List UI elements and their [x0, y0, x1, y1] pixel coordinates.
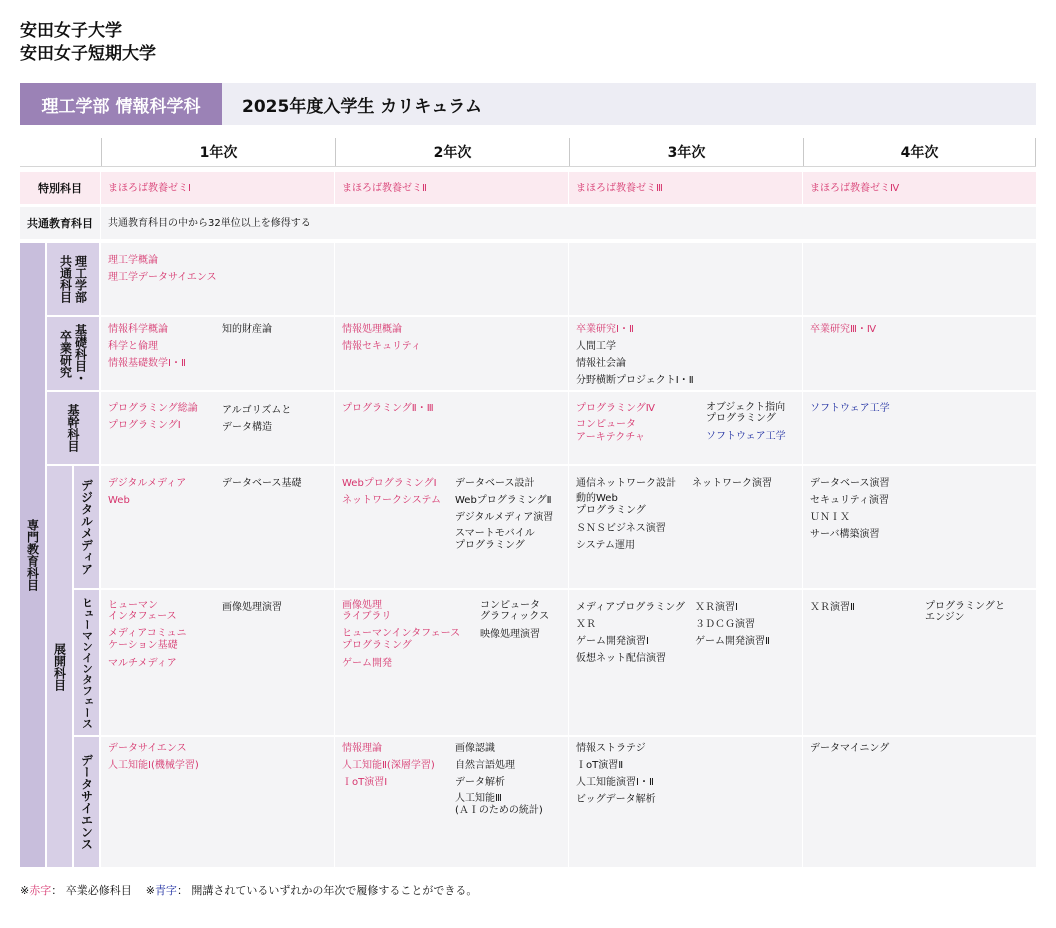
- course-item: データベース演習: [810, 478, 890, 489]
- course-item: 通信ネットワーク設計: [576, 478, 676, 489]
- university-name: 安田女子大学: [20, 21, 122, 41]
- course-item: ＸＲ演習Ⅱ: [810, 602, 855, 613]
- course-item: 動的Web プログラミング: [576, 493, 646, 516]
- dm-cell-y2: [335, 466, 568, 588]
- faculty-common-label: 共通科目: [58, 255, 73, 303]
- course-item: 人工知能Ⅱ(深層学習): [342, 760, 435, 771]
- co-cell-y4: [803, 392, 1036, 464]
- fc-cell-y1: [101, 243, 334, 315]
- hi-cell-y3: [569, 590, 802, 735]
- row-label-basic: [47, 317, 99, 390]
- ds-cell-y3: [569, 737, 802, 867]
- course-item: システム運用: [576, 540, 635, 551]
- bs-cell-y3: [569, 317, 802, 390]
- legend-red-desc: ： 卒業必修科目: [51, 884, 132, 897]
- course-item: プログラミングⅠ: [108, 420, 181, 431]
- course-item: 情報処理概論: [342, 324, 402, 335]
- course-item: データベース設計: [455, 478, 535, 489]
- university-names: [20, 20, 156, 66]
- hi-cell-y4: [803, 590, 1036, 735]
- graduation-label: 卒業研究: [58, 329, 73, 378]
- legend-mark: ※: [20, 884, 30, 897]
- course-item: データ解析: [455, 777, 505, 788]
- course-item: デジタルメディア演習: [455, 512, 554, 523]
- co-cell-y1: [101, 392, 334, 464]
- course-item: 分野横断プロジェクトⅠ・Ⅱ: [576, 375, 694, 386]
- legend-blue-word: 青字: [154, 884, 177, 897]
- co-cell-y2: [335, 392, 568, 464]
- course-item: 人工知能Ⅲ (ＡＩのための統計): [455, 793, 543, 816]
- fc-cell-y4: [803, 243, 1036, 315]
- row-label-faculty-common: [47, 243, 99, 315]
- course-item: まほろば教養ゼミⅡ: [342, 183, 427, 194]
- bs-cell-y1: [101, 317, 334, 390]
- course-item: 情報理論: [342, 743, 382, 754]
- course-item: アルゴリズムと データ構造: [222, 405, 292, 433]
- course-item: 人工知能Ⅰ(機械学習): [108, 760, 199, 771]
- course-item: Web: [108, 495, 130, 506]
- row-label-common: 共通教育科目: [20, 207, 100, 239]
- row-label-digital-media: デジタルメディア: [74, 466, 99, 588]
- row-label-core: 基幹科目: [47, 392, 99, 464]
- legend-red-word: 赤字: [29, 884, 52, 897]
- year-header-3: 3年次: [569, 138, 803, 166]
- bs-cell-y4: [803, 317, 1036, 390]
- course-item: 科学と倫理: [108, 341, 158, 352]
- row-label-development: 展開科目: [47, 466, 72, 867]
- course-item: ヒューマン インタフェース: [108, 600, 177, 622]
- course-item: まほろば教養ゼミⅢ: [576, 183, 663, 194]
- co-cell-y3: [569, 392, 802, 464]
- course-item: ゲーム開発演習Ⅱ: [695, 636, 770, 647]
- course-item: プログラミングと エンジン: [925, 601, 1005, 623]
- course-item: 知的財産論: [222, 324, 272, 335]
- course-item: まほろば教養ゼミⅣ: [810, 183, 900, 194]
- course-item: スマートモバイル プログラミング: [455, 528, 535, 551]
- course-item: マルチメディア: [108, 658, 177, 669]
- ds-cell-y4: [803, 737, 1036, 867]
- special-cell-y4: [803, 172, 1036, 204]
- dm-cell-y1: [101, 466, 334, 588]
- course-item: コンピュータ アーキテクチャ: [576, 419, 645, 443]
- course-item: データサイエンス: [108, 743, 187, 754]
- course-item: ＩoT演習Ⅰ: [342, 777, 388, 788]
- course-item: ＩoT演習Ⅱ: [576, 760, 624, 771]
- faculty-label: 理工学部: [73, 255, 88, 303]
- course-item: 情報社会論: [576, 358, 626, 369]
- legend-blue-desc: ： 開講されているいずれかの年次で履修することができる。: [176, 884, 478, 897]
- dm-cell-y3: [569, 466, 802, 588]
- common-requirement: 共通教育科目の中から32単位以上を修得する: [108, 218, 311, 229]
- course-item: ソフトウェア工学: [810, 403, 890, 414]
- row-label-special: 特別科目: [20, 172, 100, 204]
- curriculum-title: 2025年度入学生 カリキュラム: [242, 96, 483, 117]
- course-item: ＸＲ: [576, 619, 596, 630]
- course-item: プログラミング総論: [108, 403, 198, 414]
- course-item: ゲーム開発: [342, 658, 392, 669]
- course-item: データベース基礎: [222, 478, 302, 489]
- course-item: プログラミングⅣ: [576, 403, 656, 414]
- course-item: メディアコミュニ ケーション基礎: [108, 628, 187, 651]
- row-label-human-interface: ヒューマンインタフェース: [74, 590, 99, 735]
- course-item: セキュリティ演習: [810, 495, 889, 506]
- department-label: 理工学部 情報科学科: [20, 83, 222, 125]
- course-item: 理工学データサイエンス: [108, 272, 217, 283]
- row-label-major: 専門教育科目: [20, 243, 45, 867]
- row-label-data-science: データサイエンス: [74, 737, 99, 867]
- course-item: ソフトウェア工学: [706, 431, 786, 442]
- special-cell-y2: [335, 172, 568, 204]
- legend: [20, 882, 477, 898]
- ds-cell-y1: [101, 737, 334, 867]
- fc-cell-y3: [569, 243, 802, 315]
- course-item: 卒業研究Ⅲ・Ⅳ: [810, 324, 877, 335]
- year-header-2: 2年次: [335, 138, 569, 166]
- course-item: データマイニング: [810, 743, 890, 754]
- special-cell-y3: [569, 172, 802, 204]
- course-item: メディアプログラミング: [576, 602, 685, 613]
- special-cell-y1: [101, 172, 334, 204]
- course-item: 卒業研究Ⅰ・Ⅱ: [576, 324, 634, 335]
- course-item: 理工学概論: [108, 255, 158, 266]
- course-item: 情報科学概論: [108, 324, 168, 335]
- dm-cell-y4: [803, 466, 1036, 588]
- course-item: 情報基礎数学Ⅰ・Ⅱ: [108, 358, 186, 369]
- course-item: オブジェクト指向 プログラミング: [706, 402, 786, 424]
- hi-cell-y1: [101, 590, 334, 735]
- course-item: ＸＲ演習Ⅰ: [695, 602, 738, 613]
- bs-cell-y2: [335, 317, 568, 390]
- course-item: 映像処理演習: [480, 629, 540, 640]
- course-item: 情報ストラテジ: [576, 743, 646, 754]
- course-item: WebプログラミングⅡ: [455, 495, 552, 506]
- course-item: サーバ構築演習: [810, 529, 880, 540]
- course-item: 画像処理演習: [222, 602, 282, 613]
- course-item: ゲーム開発演習Ⅰ: [576, 636, 649, 647]
- fc-cell-y2: [335, 243, 568, 315]
- year-header-4: 4年次: [803, 138, 1036, 166]
- year-header-1: 1年次: [101, 138, 335, 166]
- course-item: 画像処理 ライブラリ: [342, 600, 392, 622]
- course-item: WebプログラミングⅠ: [342, 478, 437, 489]
- course-item: 自然言語処理: [455, 760, 515, 771]
- course-item: デジタルメディア: [108, 478, 187, 489]
- course-item: 仮想ネット配信演習: [576, 653, 666, 664]
- course-item: プログラミングⅡ・Ⅲ: [342, 403, 434, 414]
- ds-cell-y2: [335, 737, 568, 867]
- course-item: ３ＤＣＧ演習: [695, 619, 755, 630]
- legend-mark: ※: [145, 884, 155, 897]
- course-item: まほろば教養ゼミⅠ: [108, 183, 191, 194]
- course-item: ネットワーク演習: [692, 478, 772, 489]
- course-item: ビッグデータ解析: [576, 794, 656, 805]
- course-item: ネットワークシステム: [342, 495, 441, 506]
- header-divider: [20, 166, 1036, 167]
- course-item: ＵＮＩＸ: [810, 512, 850, 523]
- course-item: 画像認識: [455, 743, 495, 754]
- course-item: コンピュータ グラフィックス: [480, 600, 550, 622]
- basic-label: 基礎科目・: [73, 323, 88, 384]
- course-item: 情報セキュリティ: [342, 341, 421, 352]
- course-item: 人工知能演習Ⅰ・Ⅱ: [576, 777, 654, 788]
- hi-cell-y2: [335, 590, 568, 735]
- common-cell: [101, 207, 1036, 239]
- course-item: ヒューマンインタフェース プログラミング: [342, 628, 461, 651]
- course-item: 人間工学: [576, 341, 616, 352]
- junior-college-name: 安田女子短期大学: [20, 44, 156, 64]
- course-item: ＳＮＳビジネス演習: [576, 523, 666, 534]
